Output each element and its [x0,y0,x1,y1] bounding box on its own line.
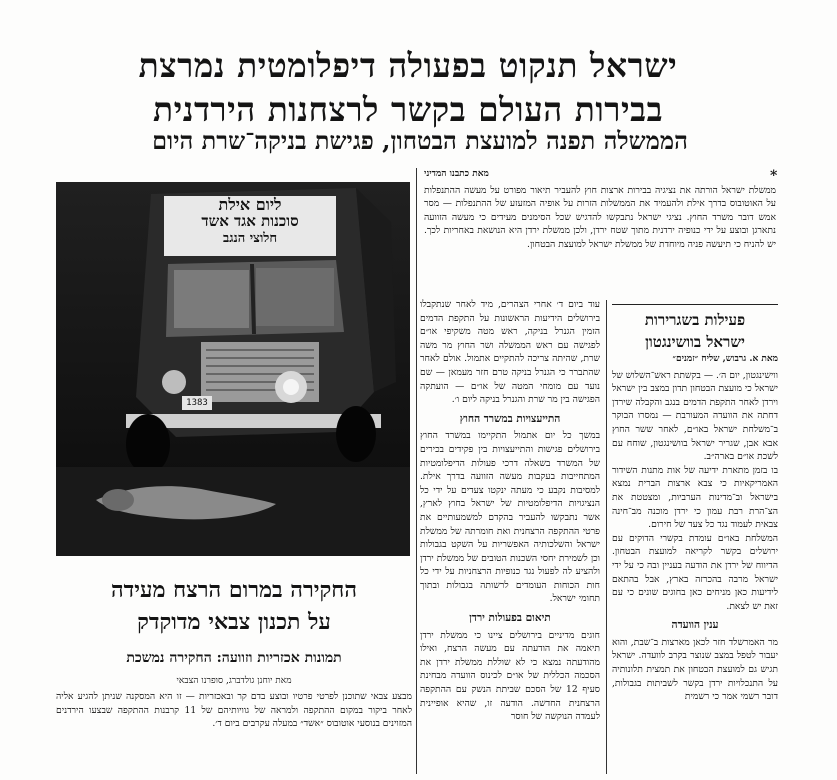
center-article-subhead2: תיאום בפעולות ירדן [469,612,551,625]
center-article [420,298,600,776]
secondary-headline: הממשלה תפנה למועצת הבטחון, פגישת בניקה־שרת היום [152,126,688,155]
right-article-title1: פעילות בשגרירות [644,311,746,329]
main-headline-line2: בבירות העולם בקשר לרצחנות הירדנית [153,90,663,129]
right-article-subhead: ענין הוועדה [671,619,719,632]
banner-line1: ליום אילת [218,195,282,214]
top-article-marker: * [770,168,778,184]
photo-headline-line1: החקירה במרום הרצח מעידה [111,577,357,603]
bus-photo [56,182,410,556]
photo-subheadline: תמונות אכזריות וזוועה: החקירה נמשכת [126,650,342,666]
center-article-subhead1: התייעצויות במשרד החוץ [459,412,561,425]
main-headline [48,44,768,132]
center-article-para3: חוגים מדיניים בירושלים ציינו כי ממשלת ירדן תיאמה את הודעתה עם מעשה הרצח, ואילו מהודעתה נמצא כי לא שוללת ממשלת ירדן את הסכמה הכללית של או״ם לכינוס הוועדה מבחינת סעיף 12 של הסכם שביתת הנשק עם ההתקפה הרצחנית החדשה. הודעה זו, שהיא אופיינית לעמדה הנוקשה של חוסר [420,629,600,723]
right-article-para4: מר האמרשלד חזר לכאן מארצות ב־שבת, והוא יעבור לטפל במצב שנוצר בקרב לוועדה. ישראל תגיש גם למועצת הבטחון את תמצית תלונותיה על התנכלויות ירדן בקשר לשביתות בגבולות, דובר רשמי אמר כי רשמית [612,636,778,703]
center-article-para1: עוד ביום ד׳ אחרי הצהרים, מיד לאחר שנתקבלו בירושלים הידיעות הראשונות על התקפת הדמים הזמין הגנרל בניקה, ראש מטה משקיפי או״ם לפגישה עם ראש הממשלה ושר החוץ מר משה שרת, שהיתה צריכה להתקיים אתמול. אולם לאחר שהתברר כי הגנרל בניקה טרם חזר מעמאן — שם נועד עם מומחי המטה של או״ם — הועתקה הפגישה בין מר שרת והגנרל בניקה ליום ו׳. [420,299,600,406]
top-article-byline: מאת כתבנו המדיני [424,169,489,179]
photo-headline-line2: על תכנון צבאי מדוקדק [137,609,331,635]
right-article-top-rule [612,304,778,305]
right-article-para1: ווישינגטון, יום ה׳. — בקשתת ראש־השלוש של ישראל כי מועצת הבטחון תדון במצב בין ישראל וירדן לאחר התקפת הדמים בנגב והקבלה שירדן דחתה את הוועדה המעורבת — נמסרו הבוקר ב־משלחת ישראל באו״ם, לאחר ששר החוץ אבא אבן, שגריר ישראל בוושינגטון, שוחח עם לשכת או״ם בארה״ב. [612,369,778,463]
photo-headline [56,574,412,638]
right-article-byline: מאת א. גרבוש, שליח ״זמנים״ [672,354,778,364]
right-article-para3: המשלחת באו״ם עומדת בקשרי הדוקים עם ירושלים בקשר לקריאה למועצת הבטחון. הדיווח של ירדן את הודעה בעניין ובה כי על ידי ישראל מרבה בהכרזה בארץ, אבל בהתאם לידיעות כאן מניחים כאן בחוגים שונים כי עם זאת יש לצאת. [612,532,778,612]
right-article-title2: ישראל בוושינגטון [645,333,745,351]
top-article-body: ממשלת ישראל הורתה את נציגיה בבירות ארצות חוץ להעביר תיאור מפורט על מעשה ההתנפלות על האוטובוס בדרך אילת ולהעמיד את הממשלות הזרות על אופיה המזעזע של ההתנפלות — מסר אמש דובר משרד החוץ. נציגי ישראל נתבקשו להדגיש שכל הסימנים מעידים כי מעשה הזוועה נתארגן ובוצע על ידי כנופיה ירדנית מתוך שטח ירדן, ולכן ממשלת ירדן היא הנושאת באחריות לכך. יש להניח כי תיעשה פניה מיוחדת של ממשלת ישראל למועצת הבטחון. [424,184,776,250]
banner-line2: סוכנות אגד אשד [201,212,299,230]
license-plate: 1383 [186,398,208,408]
right-article [612,300,778,776]
top-article [424,168,776,296]
column-divider-left [416,168,417,774]
banner-line3: חלוצי הנגב [222,231,278,246]
main-headline-line1: ישראל תנקוט בפעולה דיפלומטית נמרצת [138,46,678,85]
destination-banner [164,196,336,256]
photo-article-body: מבצע צבאי שתוכנן לפרטי פרטיו ובוצע בדם קר ובאכזריות — זו היא המסקנה שניתן להגיע אליה לאחר ביקור במקום ההתקפה ולמראה של גוויותיהם של 11 קרבנות ההתקפה שבצעו הירדנים המזוינים בנוסעי אוטובוס ״אשד״ במעלה עקרבים ביום ד׳. [56,691,412,730]
right-article-para2: בו בזמן מתארת ידיעה של אות מתנות השידור האמריקאיות כי צבא ארצות הברית נמצא בישראל וב־מדינות הערביות, ומצטטת את הצ־הרת רבת עמון כי ירדן מוכנה מב־חינה צבאית לעמוד נגד כל צעד של חירום. [612,464,778,531]
photo-byline: מאת יוחנן גולדברג, סופרנו הצבאי [176,676,292,686]
column-divider-right [606,300,607,774]
center-article-para2: במשך כל יום אתמול התקיימו במשרד החוץ בירושלים פגישות והתייעצויות בין פקידים בכירים של המשרד בשאלה דרכי פעולות הדיפלומטיות המתחייבות בעקבות מעשה הזוועה בדרך אילת. למסיבות נקבע כי מעתה ינקטו צעדים על ידי כל הנציגויות הדיפלומטיות של ישראל בחוץ לארץ, אשר נתבקשו להעביר בהקדם למשמעותיים את פרטי ההתקפה הרצחנית ואת חומרתה של ממשלת ישראל והשלכותיה האפשריות על השקט בגבולות וכן לשמירת יחסי השכנות הטובים של ממשלת ירדן ולהציע לה לפעול נגד כנופיות הרצחניות על ידי כל חות הכוחות העומדים לרשותה בגבולות ובתוך תחומי ישראל. [420,430,600,605]
